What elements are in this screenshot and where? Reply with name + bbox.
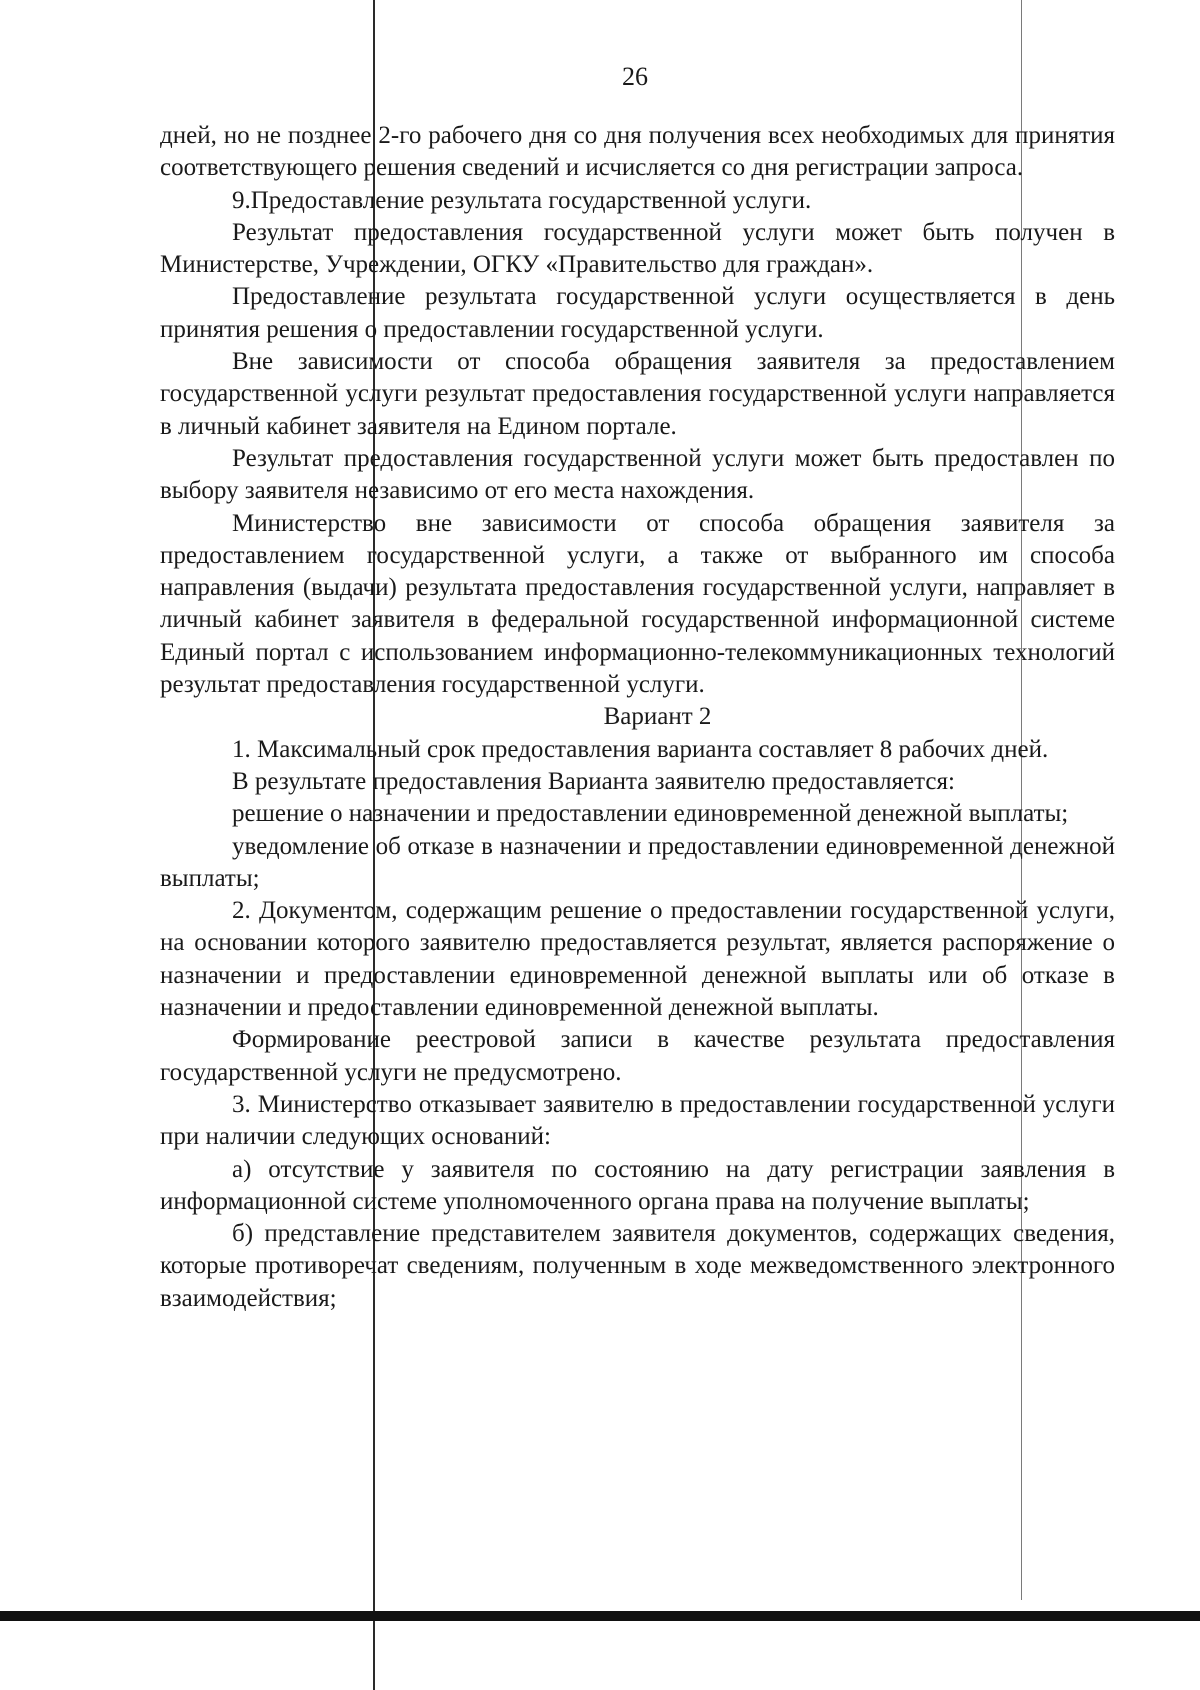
document-body (160, 120, 1115, 1315)
paragraph: В результате предоставления Варианта заявителю предоставляется: (232, 767, 955, 795)
scan-artifact-bar (0, 1611, 1200, 1621)
paragraph: дней, но не позднее 2-го рабочего дня со дня получения всех необходимых для принятия соответствующего решения сведений и исчисляется со дня регистрации запроса. (160, 122, 1115, 182)
paragraph: Результат предоставления государственной услуги может быть предоставлен по выбору заявителя независимо от его места нахождения. (160, 444, 1115, 505)
paragraph: Министерство вне зависимости от способа обращения заявителя за предоставлением государственной услуги, а также от выбранного им способа направления (выдачи) результата предоставления государственной услуги, направляет в личный кабинет заявителя в федеральной государственной информационной системе Единый портал с использованием информационно-телекоммуникационных технологий результат предоставления государственной услуги. (160, 509, 1115, 699)
paragraph: а) отсутствие у заявителя по состоянию на дату регистрации заявления в информационной системе уполномоченного органа права на получение выплаты; (160, 1155, 1115, 1215)
section-heading: Вариант 2 (603, 703, 712, 731)
paragraph: решение о назначении и предоставлении единовременной денежной выплаты; (232, 800, 1069, 828)
paragraph: уведомление об отказе в назначении и предоставлении единовременной денежной выплаты; (160, 832, 1115, 892)
page-number: 26 (622, 62, 648, 91)
paragraph: Вне зависимости от способа обращения заявителя за предоставлением государственной услуги результат предоставления государственной услуги направляется в личный кабинет заявителя на Едином портале. (160, 348, 1115, 440)
paragraph: 2. Документом, содержащим решение о предоставлении государственной услуги, на основании которого заявителю предоставляется результат, является распоряжение о назначении и предоставлении единовременной денежной выплаты или об отказе в назначении и предоставлении единовременной денежной выплаты. (160, 897, 1115, 1022)
paragraph: Формирование реестровой записи в качестве результата предоставления государственной услуги не предусмотрено. (160, 1026, 1115, 1086)
paragraph: Результат предоставления государственной услуги может быть получен в Министерстве, Учреждении, ОГКУ «Правительство для граждан». (160, 218, 1115, 279)
paragraph: б) представление представителем заявителя документов, содержащих сведения, которые противоречат сведениям, полученным в ходе межведомственного электронного взаимодействия; (160, 1220, 1115, 1312)
paragraph: 1. Максимальный срок предоставления варианта составляет 8 рабочих дней. (232, 735, 1049, 763)
paragraph: 9.Предоставление результата государственной услуги. (232, 186, 812, 214)
paragraph: Предоставление результата государственной услуги осуществляется в день принятия решения о предоставлении государственной услуги. (160, 283, 1115, 343)
paragraph: 3. Министерство отказывает заявителю в предоставлении государственной услуги при наличии следующих оснований: (160, 1090, 1115, 1151)
